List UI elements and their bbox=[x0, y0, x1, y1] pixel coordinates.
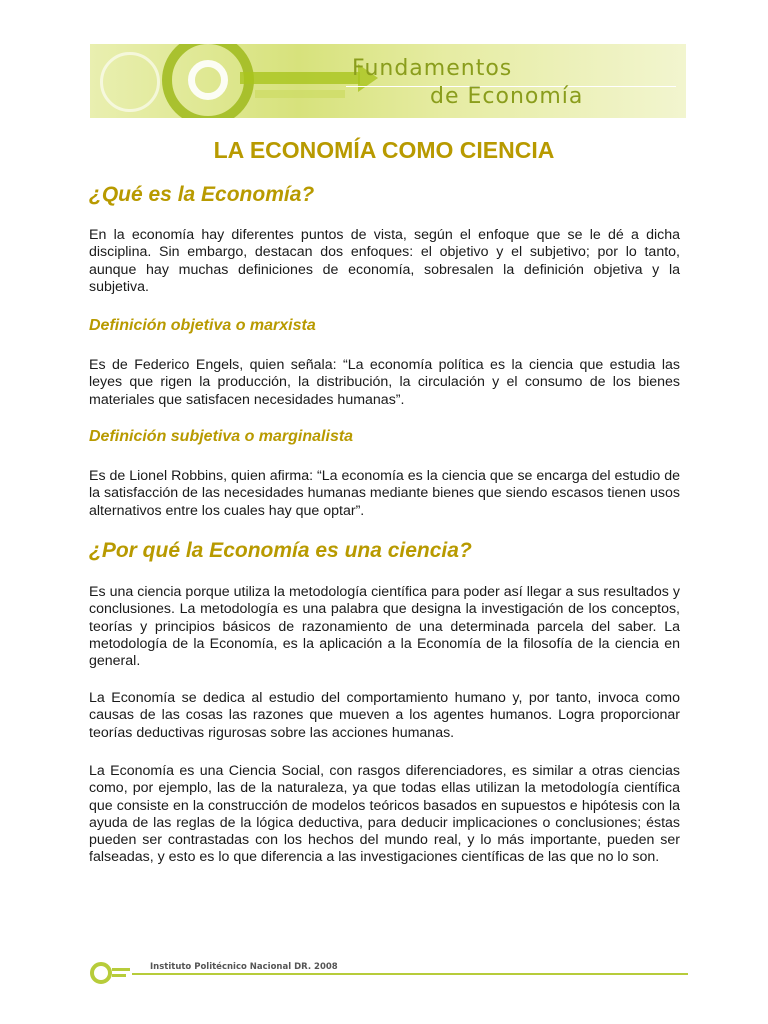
header-banner bbox=[90, 44, 686, 118]
section-heading-por-que: ¿Por qué la Economía es una ciencia? bbox=[89, 539, 472, 562]
banner-arrow-stripe bbox=[255, 90, 345, 98]
document-title: LA ECONOMÍA COMO CIENCIA bbox=[213, 137, 555, 163]
banner-target-center-icon bbox=[188, 60, 228, 100]
banner-title-line2: de Economía bbox=[430, 84, 584, 109]
section2-paragraph-3: La Economía es una Ciencia Social, con rasgos diferenciadores, es similar a otras ciencias como, por ejemplo, las de la naturaleza, ya que todas ellas utilizan la metodología científica que consiste en la construcción de modelos teóricos basados en supuestos e hipótesis con la ayuda de las reglas de la lógica deductiva, para deducir implicaciones o conclusiones; éstas pueden ser contrastadas con los hechos del mundo real, y lo más importante, pueden ser falseadas, y esto es lo que diferencia a las investigaciones científicas de las que no lo son. bbox=[89, 763, 680, 866]
banner-arrow-icon bbox=[240, 72, 360, 84]
section1-intro-paragraph: En la economía hay diferentes puntos de vista, según el enfoque que se le dé a dicha disciplina. Sin embargo, destacan dos enfoques: el objetivo y el subjetivo; por lo tanto, aunque hay muchas definiciones de economía, sobresalen la definición objetiva y la subjetiva. bbox=[89, 227, 680, 295]
definicion-subjetiva-paragraph: Es de Lionel Robbins, quien afirma: “La economía es la ciencia que se encarga del estudio de la satisfacción de las necesidades humanas mediante bienes que siendo escasos tienen usos alternativos entre los cuales hay que optar”. bbox=[89, 468, 680, 519]
definicion-objetiva-paragraph: Es de Federico Engels, quien señala: “La economía política es la ciencia que estudia las leyes que rigen la producción, la distribución, la circulación y el consumo de los bienes materiales que satisfacen necesidades humanas”. bbox=[89, 357, 680, 408]
section2-paragraph-2: La Economía se dedica al estudio del comportamiento humano y, por tanto, invoca como causas de las cosas las razones que mueven a los agentes humanos. Logra proporcionar teorías deductivas rigurosas sobre las acciones humanas. bbox=[89, 690, 680, 741]
subheading-definicion-subjetiva: Definición subjetiva o marginalista bbox=[89, 428, 354, 445]
footer-credit: Instituto Politécnico Nacional DR. 2008 bbox=[150, 962, 338, 972]
section2-paragraph-1: Es una ciencia porque utiliza la metodología científica para poder así llegar a sus resultados y conclusiones. La metodología es una palabra que designa la investigación de los conceptos, teorías y principios básicos de razonamiento de una determinada parcela del saber. La metodología de la Economía, es la aplicación a la Economía de la filosofía de la ciencia en general. bbox=[89, 584, 680, 670]
banner-swirl-decoration bbox=[100, 52, 160, 112]
section-heading-que-es: ¿Qué es la Economía? bbox=[89, 183, 315, 206]
banner-title-line1: Fundamentos bbox=[352, 56, 513, 81]
footer-divider bbox=[132, 973, 688, 975]
subheading-definicion-objetiva: Definición objetiva o marxista bbox=[89, 317, 316, 334]
